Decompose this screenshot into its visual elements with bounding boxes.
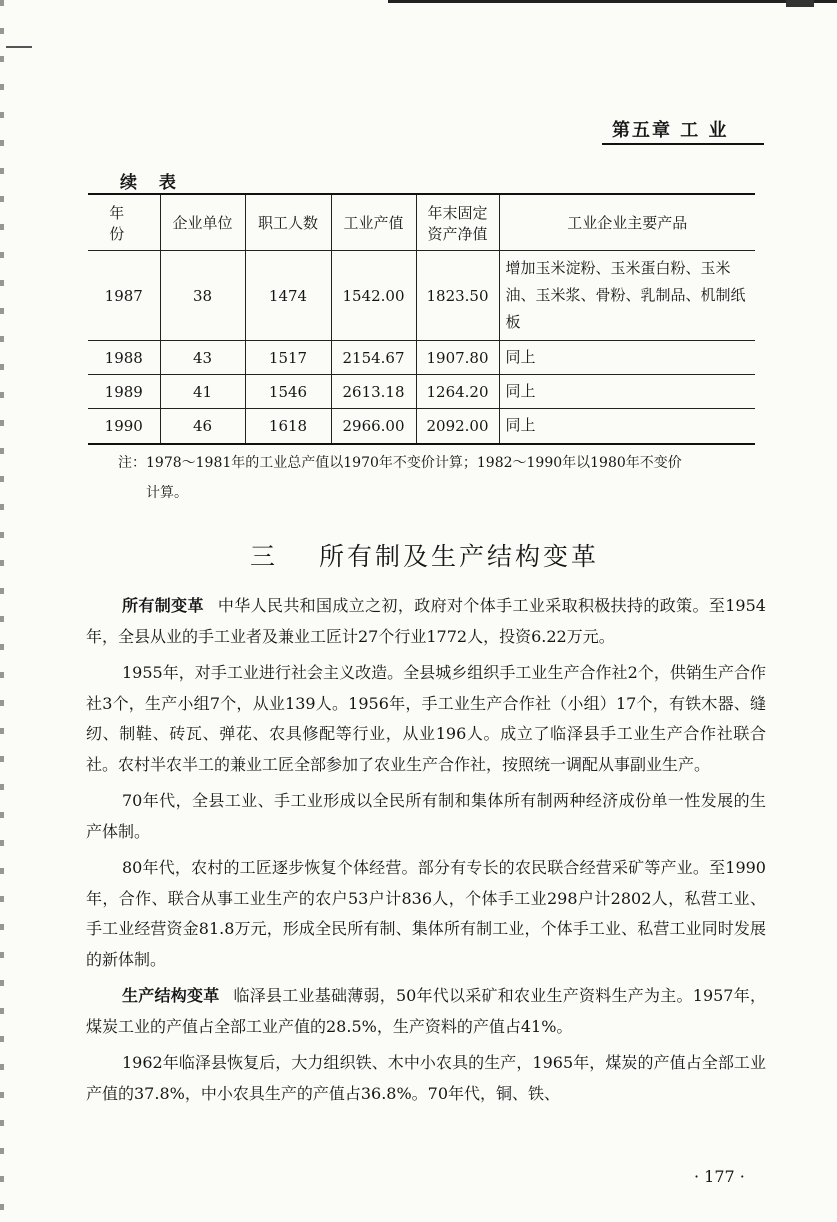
cell-enterprises: 41 <box>160 375 245 409</box>
header-assets-line2: 资产净值 <box>427 224 488 243</box>
paragraph: 1955年，对手工业进行社会主义改造。全县城乡组织手工业生产合作社2个，供销生产合作社3个，生产小组7个，从业139人。1956年，手工业生产合作社（小组）17个，有铁木器、缝纫、制鞋、砖瓦、弹花、农具修配等行业，从业196人。成立了临泽县手工业生产合作社联合社。农村半农半工的兼业工匠全部参加了农业生产合作社，按照统一调配从事副业生产。 <box>86 663 766 774</box>
paragraph-text: 临泽县工业基础薄弱，50年代以采矿和农业生产资料生产为主。1957年，煤炭工业的产值占全部工业产值的28.5%，生产资料的产值占41%。 <box>86 986 766 1036</box>
cell-staff: 1474 <box>245 251 331 341</box>
header-enterprises: 企业单位 <box>160 194 245 251</box>
cell-assets: 2092.00 <box>416 409 499 444</box>
cell-output: 2154.67 <box>331 341 416 375</box>
header-staff: 职工人数 <box>245 194 331 251</box>
body-text <box>86 591 766 1115</box>
table-caption: 续 表 <box>120 173 184 193</box>
cell-year: 1988 <box>88 341 160 375</box>
cell-enterprises: 46 <box>160 409 245 444</box>
running-header: 第五章 工 业 <box>612 120 729 141</box>
header-year: 年 份 <box>88 194 160 251</box>
table-row <box>88 409 755 444</box>
paragraph-keyword: 生产结构变革 <box>122 986 220 1005</box>
cell-enterprises: 38 <box>160 251 245 341</box>
cell-assets: 1823.50 <box>416 251 499 341</box>
cell-year: 1989 <box>88 375 160 409</box>
cell-staff: 1517 <box>245 341 331 375</box>
cell-assets: 1264.20 <box>416 375 499 409</box>
cell-assets: 1907.80 <box>416 341 499 375</box>
table-note-line2: 计算。 <box>146 485 188 501</box>
cell-products: 同上 <box>499 341 755 375</box>
header-assets <box>416 194 499 251</box>
industry-table <box>88 193 755 445</box>
paragraph: 80年代，农村的工匠逐步恢复个体经营。部分有专长的农民联合经营采矿等产业。至1990年，合作、联合从事工业生产的农户53户计836人，个体手工业298户计2802人，私营工业、手工业经营资金81.8万元，形成全民所有制、集体所有制工业，个体手工业、私营工业同时发展的新体制。 <box>86 858 766 969</box>
cell-staff: 1618 <box>245 409 331 444</box>
cell-products: 同上 <box>499 409 755 444</box>
header-products: 工业企业主要产品 <box>499 194 755 251</box>
header-output: 工业产值 <box>331 194 416 251</box>
top-edge-rule <box>388 0 837 3</box>
paragraph: 70年代，全县工业、手工业形成以全民所有制和集体所有制两种经济成份单一性发展的生产体制。 <box>86 791 766 841</box>
section-heading <box>250 537 599 573</box>
table-note-line1: 注：1978～1981年的工业总产值以1970年不变价计算；1982～1990年以1980年不变价 <box>118 455 682 471</box>
table-header-row <box>88 194 755 251</box>
paragraph-keyword: 所有制变革 <box>122 596 204 615</box>
table-row <box>88 251 755 341</box>
cell-output: 2613.18 <box>331 375 416 409</box>
table-row <box>88 341 755 375</box>
section-number: 三 <box>250 542 279 571</box>
paragraph <box>86 981 766 1042</box>
cell-enterprises: 43 <box>160 341 245 375</box>
paragraph: 1962年临泽县恢复后，大力组织铁、木中小农具的生产，1965年，煤炭的产值占全部工业产值的37.8%，中小农具生产的产值占36.8%。70年代，铜、铁、 <box>86 1053 766 1103</box>
cell-year: 1987 <box>88 251 160 341</box>
page-number: · 177 · <box>694 1167 745 1186</box>
scan-edge-marks <box>0 0 4 1222</box>
table-note <box>118 448 778 508</box>
cell-year: 1990 <box>88 409 160 444</box>
paragraph <box>86 591 766 652</box>
cell-output: 2966.00 <box>331 409 416 444</box>
header-assets-line1: 年末固定 <box>427 203 488 222</box>
cell-products: 同上 <box>499 375 755 409</box>
header-rule <box>602 143 764 145</box>
table-row <box>88 375 755 409</box>
section-title: 所有制及生产结构变革 <box>318 542 599 571</box>
cell-products: 增加玉米淀粉、玉米蛋白粉、玉米油、玉米浆、骨粉、乳制品、机制纸板 <box>499 251 755 341</box>
top-edge-mark <box>786 0 814 7</box>
cell-output: 1542.00 <box>331 251 416 341</box>
margin-dash <box>6 46 32 48</box>
cell-staff: 1546 <box>245 375 331 409</box>
paragraph-text: 中华人民共和国成立之初，政府对个体手工业采取积极扶持的政策。至1954年，全县从业的手工业者及兼业工匠计27个行业1772人，投资6.22万元。 <box>86 596 766 646</box>
